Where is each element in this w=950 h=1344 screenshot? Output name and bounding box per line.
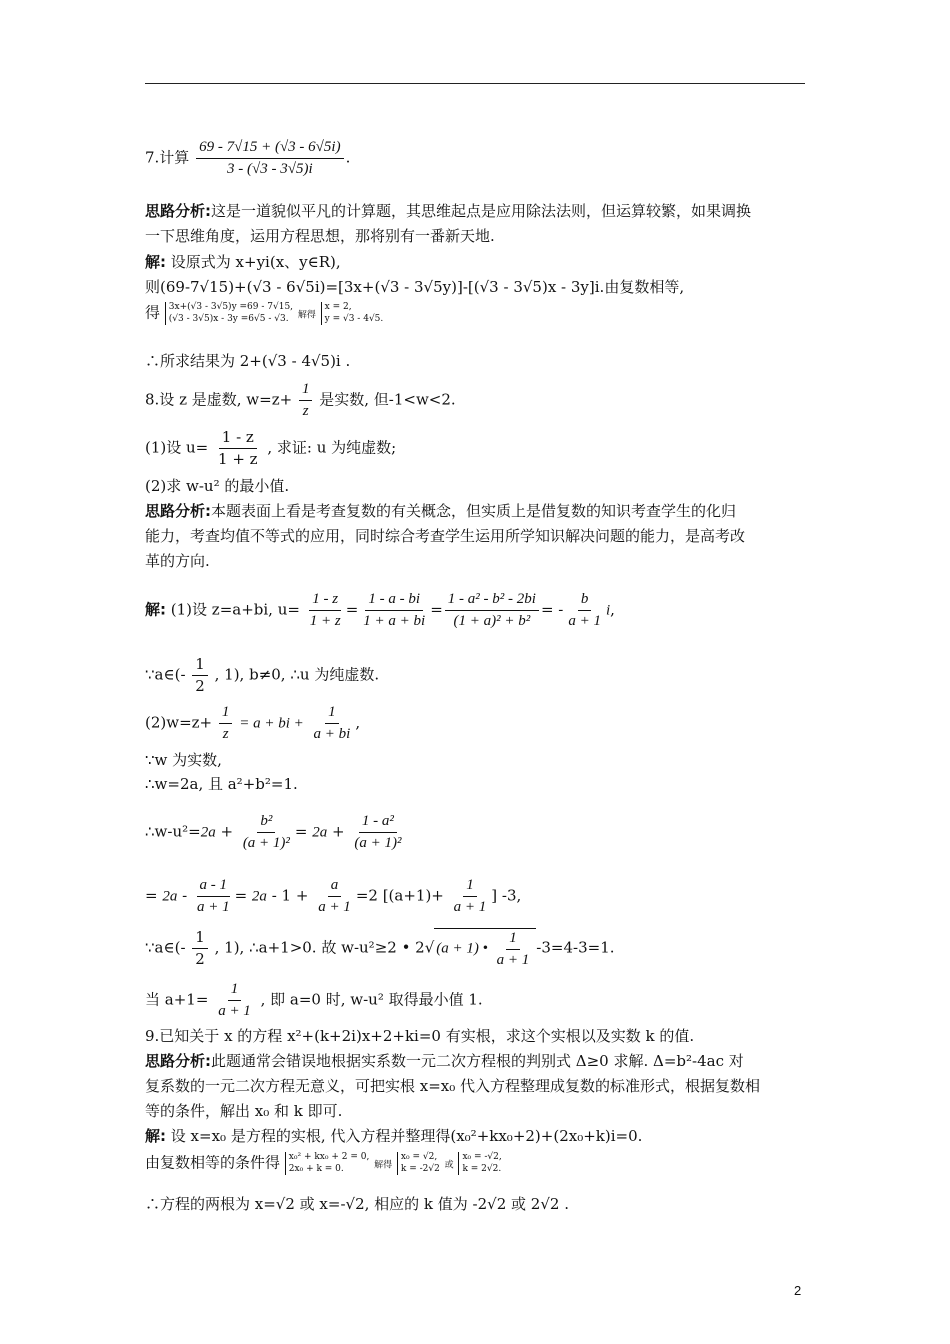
- solve-word: 解得: [297, 310, 316, 321]
- q1-text: , 求证: u 为纯虚数;: [267, 438, 397, 457]
- fraction-num: 1 - z: [219, 428, 257, 449]
- problem9-solution-1: [145, 1127, 642, 1145]
- problem8-q2: (2)求 w-u² 的最小值.: [145, 477, 290, 495]
- equation-system-3: [458, 1152, 501, 1175]
- fraction-den: a + 1: [196, 898, 230, 915]
- problem8-transform: = 2a - $\frac{a - 1}{a + 1}$ = 2a - 1 + $\frac{a}{a + 1}$ =2 [(a+1)+ $\frac{1}{a + 1}$ ] -3,: [145, 877, 522, 915]
- problem9-stem: 9.已知关于 x 的方程 x²+(k+2i)x+2+ki=0 有实根，求这个实根以及实数 k 的值.: [145, 1027, 695, 1045]
- fraction-wu-1: [240, 812, 293, 853]
- fraction-wu-2: [351, 812, 404, 853]
- fraction-1-over-a1: $\frac{1}{a + 1}$: [215, 980, 254, 1021]
- fraction-den: 1 + a + bi: [363, 612, 426, 629]
- problem7-solution-2: 则(69-7√15)+(√3 - 6√5i)=[3x+(√3 - 3√5y)]-[(√3 - 3√5)x - 3y]i.由复数相等,: [145, 278, 685, 296]
- problem8-w-eq: ∴w=2a, 且 a²+b²=1.: [145, 775, 298, 793]
- analysis-label: 思路分析:: [145, 1052, 211, 1070]
- analysis-text: 本题表面上看是考查复数的有关概念，但实质上是借复数的知识考查学生的化归: [211, 502, 737, 520]
- q1-label: (1)设 u=: [145, 438, 209, 457]
- problem7-stem: [145, 138, 350, 179]
- equation-line: y = √3 - 4√5.: [324, 313, 384, 324]
- fraction-half: $\frac{1}{2}$: [192, 655, 208, 696]
- fraction-den: a + 1: [453, 898, 487, 915]
- fraction-t2: $\frac{a}{a + 1}$: [315, 876, 354, 917]
- fraction-1-over-a1: $\frac{1}{a + 1}$: [494, 929, 533, 970]
- fraction-den: a + 1: [568, 612, 601, 629]
- solution-text: 设原式为 x+yi(x、y∈R),: [170, 253, 341, 271]
- solution-text: 设 x=x₀ 是方程的实根, 代入方程并整理得(x₀²+kx₀+2)+(2x₀+k)i=0.: [170, 1127, 643, 1145]
- equation-system-1: [285, 1152, 370, 1175]
- solution-text: (2)w=z+: [145, 713, 213, 732]
- problem8-analysis-3: 革的方向.: [145, 552, 210, 570]
- problem8-solution-2: (2)w=z+ $\frac{1}{z}$ = a + bi + $\frac{1}{a + bi}$ ,: [145, 704, 361, 742]
- because-text: ∵a∈(-: [145, 665, 186, 684]
- equation-line: x₀ = √2,: [400, 1152, 438, 1162]
- problem7-denominator: 3 - (√3 - 3√5)i: [227, 160, 313, 177]
- fraction-b: [360, 590, 428, 631]
- analysis-text: 这是一道貌似平凡的计算题，其思维起点是应用除法法则，但运算较繁，如果调换: [211, 202, 752, 220]
- fraction-t1: [194, 876, 233, 917]
- problem8-analysis-1: [145, 502, 736, 520]
- fraction-a: [307, 590, 344, 631]
- solution-label: 解:: [145, 1127, 166, 1145]
- problem8-when: [145, 980, 483, 1021]
- problem8-inequality: ∵a∈(- $\frac{1}{2}$ , 1), ∴a+1>0. 故 w-u²≥2 • 2√ (a + 1) • $\frac{1}{a + 1}$ -3=4-3=1.: [145, 928, 615, 969]
- fraction-d: [565, 590, 604, 631]
- problem8-w-real: ∵w 为实数,: [145, 751, 222, 769]
- solution-text: = a + bi +: [239, 715, 304, 732]
- problem9-analysis-2: 复系数的一元二次方程无意义，可把实根 x=x₀ 代入方程整理成复数的标准形式，根据复数相: [145, 1077, 761, 1095]
- equation-line: (√3 - 3√5)x - 3y =6√5 - √3.: [168, 313, 289, 324]
- problem7-solution-1: [145, 253, 341, 271]
- fraction-num: b²: [257, 812, 275, 833]
- problem7-result: ∴所求结果为 2+(√3 - 4√5)i .: [145, 352, 351, 370]
- transform-text: ] -3,: [491, 886, 522, 905]
- equation-line: 3x+(√3 - 3√5)y =69 - 7√15,: [168, 302, 294, 312]
- when-text: , 即 a=0 时, w-u² 取得最小值 1.: [260, 990, 483, 1009]
- ineq-text: ∵a∈(-: [145, 938, 186, 957]
- solution-prefix: 得: [145, 303, 161, 322]
- fraction-num: 1 - a - bi: [365, 590, 423, 611]
- fraction-1-over-z: $\frac{1}{z}$: [299, 380, 313, 421]
- equation-line: x = 2,: [324, 302, 352, 312]
- wu-label: ∴w-u²=: [145, 822, 201, 841]
- stem-part: 8.设 z 是虚数, w=z+: [145, 390, 293, 409]
- problem7-label: 7.计算: [145, 148, 190, 167]
- problem7-period: .: [345, 148, 351, 167]
- problem8-q1: [145, 428, 396, 469]
- analysis-label: 思路分析:: [145, 502, 211, 520]
- solution-text: (1)设 z=a+bi, u=: [170, 600, 300, 619]
- transform-text: =2 [(a+1)+: [355, 886, 444, 905]
- fraction-c: [445, 590, 539, 631]
- problem7-system: [145, 302, 383, 325]
- radical: (a + 1) • $\frac{1}{a + 1}$: [434, 928, 536, 970]
- problem8-because-1: [145, 655, 379, 696]
- fraction-den: 1 + z: [309, 612, 341, 629]
- fraction-num: 1 - a²: [359, 812, 397, 833]
- fraction-1-over-abi: $\frac{1}{a + bi}$: [311, 703, 354, 744]
- fraction-1-over-z: $\frac{1}{z}$: [219, 703, 233, 744]
- analysis-label: 思路分析:: [145, 202, 211, 220]
- ineq-text: -3=4-3=1.: [536, 938, 615, 957]
- fraction-half: $\frac{1}{2}$: [192, 928, 208, 969]
- solve-word: 解得: [374, 1160, 393, 1171]
- fraction-num: a - 1: [197, 876, 231, 897]
- problem9-system: [145, 1152, 502, 1175]
- fraction-den: a + 1: [496, 951, 530, 968]
- problem9-analysis-1: [145, 1052, 744, 1070]
- analysis-text: 此题通常会错误地根据实系数一元二次方程根的判别式 Δ≥0 求解. Δ=b²-4ac 对: [211, 1052, 744, 1070]
- fraction-den: (a + 1)²: [242, 834, 290, 851]
- solution-text: 由复数相等的条件得: [145, 1153, 281, 1172]
- fraction-u: [215, 428, 261, 469]
- equation-line: 2x₀ + k = 0.: [288, 1163, 344, 1174]
- problem9-final: ∴方程的两根为 x=√2 或 x=-√2, 相应的 k 值为 -2√2 或 2√2 .: [145, 1195, 569, 1213]
- problem8-wu: ∴w-u²=2a + $\frac{\text{b²}}{\text{(a + 1)²}}$ = 2a + $\frac{\text{1 - a²}}{\text{(a + 1)²}}$: [145, 812, 406, 853]
- fraction-num: 1 - z: [309, 590, 341, 611]
- fraction-den: 1 + z: [218, 449, 258, 468]
- or-word: 或: [444, 1160, 454, 1171]
- problem8-stem: [145, 380, 456, 421]
- fraction-den: (a + 1)²: [354, 834, 402, 851]
- ineq-text: , 1), ∴a+1>0. 故 w-u²≥2 • 2: [214, 938, 425, 957]
- page-number: 2: [794, 1283, 802, 1298]
- problem8-analysis-2: 能力，考查均值不等式的应用，同时综合考查学生运用所学知识解决问题的能力，是高考改: [145, 527, 746, 545]
- fraction-den: a + 1: [318, 898, 351, 915]
- because-text: , 1), b≠0, ∴u 为纯虚数.: [214, 665, 380, 684]
- problem7-numerator: 69 - 7√15 + (√3 - 6√5i): [196, 138, 343, 159]
- when-text: 当 a+1=: [145, 990, 209, 1009]
- problem7-analysis-1: [145, 202, 751, 220]
- equation-line: k = -2√2: [400, 1163, 440, 1174]
- equation-system-1: [165, 302, 293, 325]
- problem9-analysis-3: 等的条件，解出 x₀ 和 k 即可.: [145, 1102, 343, 1120]
- fraction-den: (1 + a)² + b²: [453, 612, 531, 629]
- header-rule: [145, 83, 805, 84]
- equation-system-2: [397, 1152, 440, 1175]
- fraction-den: a + bi: [313, 725, 351, 742]
- equation-system-2: [321, 302, 384, 325]
- equation-line: k = 2√2.: [462, 1163, 502, 1174]
- fraction-num: b: [578, 590, 592, 611]
- problem8-solution-1: 解: (1)设 z=a+bi, u= $\frac{1 - z}{1 + z}$ = $\frac{1 - a - bi}{1 + a + bi}$ = $\frac{\text{1 - a² - b² - 2bi}}{\text{(1 + a)² + b²}}$ = - $\frac{b}{a + 1}$ i,: [145, 591, 615, 629]
- fraction-den: a + 1: [218, 1002, 251, 1019]
- solution-label: 解:: [145, 253, 166, 271]
- stem-part: 是实数, 但-1<w<2.: [319, 390, 456, 409]
- fraction-num: 1 - a² - b² - 2bi: [445, 590, 539, 611]
- equation-line: x₀² + kx₀ + 2 = 0,: [288, 1152, 370, 1162]
- fraction-t3: $\frac{1}{a + 1}$: [451, 876, 490, 917]
- solution-label: 解:: [145, 600, 166, 619]
- equation-line: x₀ = -√2,: [462, 1152, 502, 1162]
- problem7-fraction: [196, 138, 343, 179]
- problem7-analysis-2: 一下思维角度，运用方程思想，那将别有一番新天地.: [145, 227, 495, 245]
